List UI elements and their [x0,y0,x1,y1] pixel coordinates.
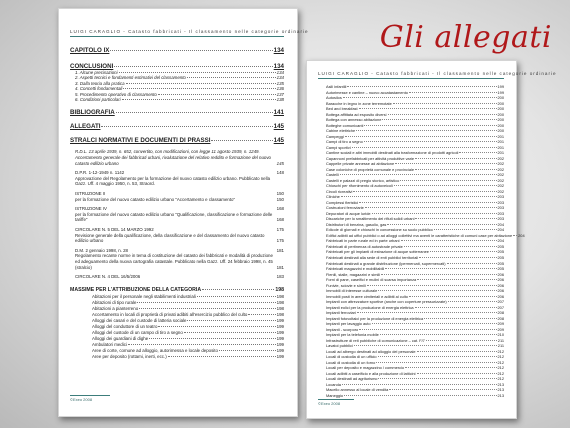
toc-massima [70,354,284,360]
entry-label: Cappelle private annesse ad abitazione [326,161,395,167]
entry-label: Impianti per lavaggio auto [326,321,371,327]
dot-leader [409,296,497,297]
dot-leader [122,99,276,100]
entry-label: ISTRUZIONE IV [75,206,107,212]
dot-leader [364,141,497,142]
entry-page-number: 199 [276,353,284,359]
entry-page-number: 134 [276,70,284,75]
entry-label: MASSIME PER L'ATTRIBUZIONE DELLA CATEGORIA [70,286,202,293]
entry-page-number: 141 [273,109,284,117]
entry-page-number: 202 [497,172,504,178]
entry-page-number: 145 [276,160,284,166]
entry-page-number: 201 [497,144,504,150]
entry-page-number: 200 [497,106,504,112]
entry-page-number: 213 [497,387,504,393]
entry-label: Edicole di giornali e chioschi in concessione su suolo pubblico [326,227,433,233]
dot-leader [353,191,496,192]
entry-label: Impianti ferroviari [326,310,356,316]
entry-page-number: 202 [497,188,504,194]
dot-leader [394,185,497,186]
dot-leader [417,373,497,374]
entry-label: Campi sportivi [326,144,351,150]
entry-label: Fabbricati per gli impianti di estrazione di acque sotterranee [326,249,429,255]
entry-label: Locali ad albergo destinati ad alloggio del personale [326,348,416,354]
entry-label: Locali adibiti a caseificio e alla produzione di latticini [326,370,416,376]
dot-leader [424,318,496,319]
entry-page-number: 199 [276,347,284,353]
entry-label: Alloggi del conduttore di un teatro [92,323,158,329]
toc-chapter [70,109,284,116]
toc-chapter [70,47,284,54]
entry-label: Impianti fotovoltaici per la produzione di energia elettrica [326,315,424,321]
entry-label: ALLEGATI [70,123,101,131]
dot-leader [184,332,276,333]
dot-leader [415,218,496,219]
entry-label: Fabbricati destinati alla sede di enti pubblici territoriali [326,254,419,260]
dot-leader [395,163,496,164]
entry-label: Forni di pane, caseifici e mulini di scarsa importanza [326,277,417,283]
entry-page-number: 206 [497,277,504,283]
entry-label: Fabbricati destinati a grande distribuzione (ipermercati, supermercati) [326,260,446,266]
entry-page-number: 183 [276,274,284,280]
entry-page-number: 168 [276,217,284,223]
dot-leader [158,326,275,327]
entry-page-number: 205 [497,249,504,255]
entry-page-number: 212 [497,359,504,365]
entry-page-number: 202 [497,161,504,167]
entry-page-number: 138 [276,97,284,103]
entry-label: Complessi fieristici [326,199,359,205]
right-document-page [306,60,557,419]
entry-label: Revisione generale della qualificazione, della classificazione e del classamento del nuovo catasto edilizio urbano [75,232,265,244]
entry-label: Edifici adibiti ad uffici pubblici o ad alloggi collettivi ma aventi le caratteristiche di comuni case per abitazione [326,232,513,238]
entry-page-number: 200 [497,128,504,134]
entry-page-number: 199 [276,317,284,323]
entry-page-number: 201 [497,133,504,139]
dot-leader [139,308,276,309]
entry-label: Case coloniche di proprietà comunale e provinciale [326,166,415,172]
dot-leader [419,257,496,258]
entry-page-number: 213 [497,381,504,387]
entry-label: Campi di tiro a segno [326,139,363,145]
entry-page-number: 212 [497,348,504,354]
entry-label: Locali per deposito e magazzino / commercio [326,365,405,371]
entry-label: Regolamento recante norme in tema di costituzione del catasto dei fabbricati e modalità di produzione ed adeguamento della nuova cartografia catastale. Pubblicato nella Gazz. Uff. 24 febbraio 1998, n. 45 (stralcio) [75,253,273,270]
entry-label: Asili infantili [326,84,347,89]
entry-page-number: 145 [273,137,284,145]
entry-page-number: 198 [276,299,284,305]
entry-label: Fabbricati in parte rurale ed in parte urbani [326,238,400,244]
dot-leader [359,329,496,330]
toc-chapter [70,63,284,70]
entry-page-number: 211 [497,337,504,343]
entry-label: Impianti eolici per la produzione di energia elettrica [326,304,414,310]
entry-page-number: 199 [497,84,504,89]
entry-label: Locanda [326,381,341,387]
entry-label: Botteghe comunicanti [326,122,364,128]
entry-page-number: 208 [497,315,504,321]
entry-page-number: 208 [497,310,504,316]
entry-page-number: 212 [497,354,504,360]
dot-leader [347,86,496,87]
dot-leader [342,384,497,385]
entry-label: Aree per deposito (rottami, inerti, ecc.) [92,353,167,359]
dot-leader [372,323,497,324]
entry-page-number: 213 [497,392,504,398]
dot-leader [149,338,276,339]
entry-page-number: 202 [497,166,504,172]
dot-leader [404,246,497,247]
dot-leader [137,302,275,303]
dot-leader [202,289,274,290]
dot-leader [344,395,496,396]
entry-page-number: 134 [276,75,284,81]
left-page-footer: ©Exeo 2008 [70,395,110,402]
entry-page-number: 181 [276,247,284,253]
entry-label: Castelli e palazzi di pregio storico, artistico [326,177,400,183]
entry-page-number: 150 [276,191,284,196]
toc-massime-title [70,287,284,293]
entry-label: Alloggi dei guardiani di dighe [92,335,149,341]
dot-leader [389,389,496,390]
right-page-footer: ©Exeo 2008 [318,399,354,406]
entry-page-number: 198 [275,286,284,293]
entry-label: Bottega con annesso abitazione [326,117,382,123]
spacer [70,102,284,109]
entry-page-number: 199 [276,329,284,335]
entry-label: Abitazioni per il personale negli stabilimenti industriali [92,293,196,299]
entry-page-number: 207 [497,299,504,305]
entry-label: Locali di custodia di un forno [326,359,376,365]
entry-label: Distributori di benzina, gasolio, gas [326,221,387,227]
left-document-page [58,8,309,417]
dot-leader [426,340,497,341]
entry-label: Impianti con attrezzature sportive (anche con coperture pressurizzate) [326,299,447,305]
entry-page-number: 203 [497,194,504,200]
entry-label: D.P.R. 1-12-1949 n. 1142 [75,170,125,176]
dot-leader [357,312,497,313]
entry-label: Maneggio [326,392,344,398]
dot-leader [378,378,496,379]
dot-leader [356,130,496,131]
dot-leader [364,125,496,126]
entry-page-number: 203 [497,210,504,216]
dot-leader [343,97,497,98]
entry-page-number: 137 [276,91,284,97]
toc-document-entry [70,274,284,280]
dot-leader [430,251,497,252]
entry-label: Impianti per la telefonia mobile [326,332,379,338]
entry-label: Circoli ricreativi [326,188,353,194]
entry-page-number: 206 [497,282,504,288]
entry-page-number: 135 [276,80,284,86]
entry-label: Capannoni prefabbricati per attività produttive varie [326,155,415,161]
entry-label: Baracche in legno in zone terremotate [326,100,392,106]
entry-label: BIBLIOGRAFIA [70,109,115,117]
entry-page-number: 175 [276,226,284,232]
slide-title: Gli allegati [379,20,552,55]
entry-label: Bottega affittata ad esposito diversi [326,111,387,117]
dot-leader [354,345,497,346]
entry-page-number: 202 [497,155,504,161]
dot-leader [168,356,276,357]
entry-label: Fienili, stalle, magazzini e simili [326,271,381,277]
entry-label: Macello annesso al locale di vendita [326,387,389,393]
toc-document-entry [70,233,284,244]
entry-label: Castelli [326,172,339,178]
entry-label: 3. Dalla teoria alla pratica [75,80,125,86]
entry-page-number: 209 [497,326,504,332]
dot-leader [359,202,496,203]
entry-label: Lavatoi pubblici [326,343,353,349]
entry-page-number: 206 [497,288,504,294]
entry-label: per la formazione del nuovo catasto edilizio urbano "Qualificazione, classificazione e formazione delle tariffe" [75,211,273,223]
entry-page-number: 200 [497,100,504,106]
entry-label: CAPITOLO IX [70,47,110,54]
entry-page-number: 204 [497,238,504,244]
entry-label: Costruzioni ferroviarie [326,205,364,211]
dot-leader [415,307,497,308]
entry-label: per la formazione del nuovo catasto edilizio urbano "Accertamento e classamento" [75,196,236,202]
entry-page-number: 198 [276,305,284,311]
spacer [70,116,284,123]
entry-label: Accertamento in locali di proprietà di privati adibiti all'esercizio pubblico del culto [92,311,248,317]
entry-label: Locali di custodia di un ufficio [326,354,377,360]
left-page-header: LUIGI CARAGLIO - Catasto fabbricati - Il classamento nelle categorie ordinarie [70,29,284,37]
dot-leader [116,112,273,113]
entry-page-number: 203 [497,216,504,222]
toc-document-entry [70,212,284,223]
entry-page-number: 198 [276,311,284,317]
dot-leader [340,174,497,175]
entry-label: Abitazioni di tipo rurale [92,299,137,305]
entry-page-number: 200 [497,111,504,117]
entry-page-number: 145 [273,123,284,131]
dot-leader [409,92,497,93]
entry-page-number: 203 [497,199,504,205]
entry-label: Depuratori di acque luride [326,210,371,216]
index-list [326,84,525,398]
entry-page-number: 134 [273,47,284,54]
entry-label: Alloggi dei casari e del custode di latteria sociale [92,317,187,323]
entry-label: Aree di corte, comune ad alloggio, autorimessa e locale deposito [92,347,218,353]
dot-leader [387,224,496,225]
dot-leader [187,77,276,78]
dot-leader [417,351,497,352]
entry-label: Funivie, sciovie e simili [326,282,366,288]
entry-label: Immobili posti in aree cimiteriali e adibiti al culto [326,293,408,299]
entry-label: Abitazioni a pianterreno [92,305,139,311]
dot-leader [123,88,275,89]
entry-page-number: 134 [273,63,284,70]
dot-leader [365,207,497,208]
dot-leader [388,114,497,115]
dot-leader [382,119,496,120]
entry-label: CONCLUSIONI [70,63,114,70]
entry-label: CIRCOLARE N. 4 DEL 16/5/2006 [75,274,141,280]
entry-page-number: 136 [276,86,284,92]
entry-label: Bed and breakfast [326,106,358,112]
entry-page-number: 199 [276,341,284,347]
dot-leader [101,126,272,127]
entry-page-number: 210 [497,332,504,338]
dot-leader [345,136,497,137]
dot-leader [381,274,496,275]
entry-page-number: 212 [497,376,504,382]
entry-label: 4. Concetti fondamentali [75,86,123,92]
dot-leader [211,140,272,141]
right-page-header: LUIGI CARAGLIO - Catasto fabbricati - Il classamento nelle categorie ordinarie [318,71,504,79]
dot-leader [158,94,276,95]
entry-label: 1. Alcune precisazioni [75,70,118,75]
entry-page-number: 148 [276,170,284,176]
dot-leader [114,66,272,67]
entry-page-number: 200 [497,117,504,123]
entry-page-number: 175 [276,238,284,244]
spacer [70,130,284,137]
entry-label: Infrastrutture di reti pubbliche di comunicazione – cat. F/7 [326,337,425,343]
dot-leader [400,180,496,181]
entry-label: Cliniche [326,194,340,200]
dot-leader [372,213,497,214]
entry-page-number: 181 [276,264,284,270]
dot-leader [248,314,275,315]
dot-leader [447,263,497,264]
toc-document-entry [70,253,284,270]
entry-page-number: 212 [497,365,504,371]
dot-leader [352,147,497,148]
dot-leader [128,344,276,345]
entry-label: 5. Procedimento operativo di classamento [75,91,157,97]
toc-chapter [70,137,284,144]
dot-leader [376,362,496,363]
entry-page-number: 168 [276,206,284,212]
dot-leader [434,229,497,230]
entry-page-number: 201 [497,139,504,145]
dot-leader [187,320,275,321]
entry-page-number: 212 [497,370,504,376]
entry-page-number: 204 [518,232,525,238]
dot-leader [219,350,276,351]
entry-label: CIRCOLARE N. 5 DEL 14 MARZO 1992 [75,226,154,232]
entry-page-number: 199 [276,335,284,341]
entry-page-number: 202 [497,183,504,189]
dot-leader [367,285,497,286]
entry-label: R.D.L. 13 aprile 1939, n. 652, convertito, con modificazioni, con legge 11 agosto 1939, n. 1249. Accertamento generale dei fabbricati urbani, rivalutazione del relativo reddito e formazione del nuovo catasto edilizio urbano [75,149,271,166]
entry-page-number: 201 [497,150,504,156]
entry-label: 2. Aspetti tecnici e fondamenti estimativi del classamento [75,75,186,81]
dot-leader [341,196,497,197]
table-of-contents [70,47,284,360]
entry-label: ISTRUZIONE II [75,191,106,196]
toc-document-entry [70,149,284,166]
dot-leader [459,152,496,153]
entry-label: Immobili di interesse culturale [326,288,378,294]
entry-label: Autosilos [326,95,342,101]
dot-leader [393,103,497,104]
dot-leader [417,279,496,280]
dot-leader [380,334,497,335]
entry-page-number: 206 [497,293,504,299]
entry-page-number: 205 [497,266,504,272]
entry-page-number: 198 [276,293,284,299]
spacer [70,280,284,287]
entry-page-number: 204 [497,221,504,227]
entry-label: Campeggi [326,133,344,139]
dot-leader [110,50,272,51]
entry-page-number: 204 [497,227,504,233]
entry-page-number: 199 [276,323,284,329]
entry-page-number: 150 [276,196,284,202]
entry-label: Cabine elettriche [326,128,356,134]
dot-leader [119,72,276,73]
entry-page-number: 205 [497,260,504,266]
entry-page-number: 206 [497,271,504,277]
entry-page-number: 202 [497,177,504,183]
entry-label: Approvazione del Regolamento per la formazione del nuovo catasto edilizio urbano. Pubblicato nella Gazz. Uff. 4 maggio 1950, n. 53, Straord. [75,175,271,187]
entry-label: Alloggi del custode di un campo di tiro a segno [92,329,183,335]
entry-page-number: 200 [497,95,504,101]
dot-leader [513,235,517,236]
entry-label: 6. Condizioni particolari [75,97,121,103]
entry-label: STRALCI NORMATIVI E DOCUMENTI DI PRASSI [70,137,211,145]
dot-leader [415,158,496,159]
entry-page-number: 205 [497,254,504,260]
dot-leader [385,268,496,269]
entry-page-number: 200 [497,122,504,128]
entry-page-number: 203 [497,205,504,211]
entry-label: Cantine sociali e altri immobili destinati alla trasformazione di prodotti agricoli [326,150,459,156]
entry-page-number: 211 [497,343,504,349]
entry-label: D.M. 2 gennaio 1998, n. 28 [75,247,128,253]
entry-page-number: 207 [497,304,504,310]
entry-label: Locali destinati ad agriturismo [326,376,378,382]
dot-leader [378,356,497,357]
dot-leader [359,108,497,109]
dot-leader [415,169,496,170]
entry-page-number: 205 [497,243,504,249]
dot-leader [405,367,496,368]
entry-label: Impianti - scorporo [326,326,359,332]
index-entry [326,393,504,399]
entry-page-number: 199 [497,89,504,95]
entry-label: Chioschi per rifornimento di autoveicoli [326,183,393,189]
entry-label: Ambulatori medici [92,341,127,347]
dot-leader [448,301,497,302]
toc-document-entry [70,176,284,187]
toc-document-entry [70,197,284,203]
entry-label: Discariche per lo smaltimento dei rifiuti solidi urbani [326,216,415,222]
entry-label: Fabbricati di pertinenza di autostrade private [326,243,403,249]
dot-leader [401,240,497,241]
dot-leader [378,290,496,291]
toc-chapter [70,123,284,130]
dot-leader [197,296,276,297]
entry-label: Fabbricati magazzini e mobilitabili [326,266,385,272]
dot-leader [126,83,276,84]
entry-page-number: 209 [497,321,504,327]
entry-label: Autorimesse e cantine – nuovo accatastamento [326,89,408,95]
